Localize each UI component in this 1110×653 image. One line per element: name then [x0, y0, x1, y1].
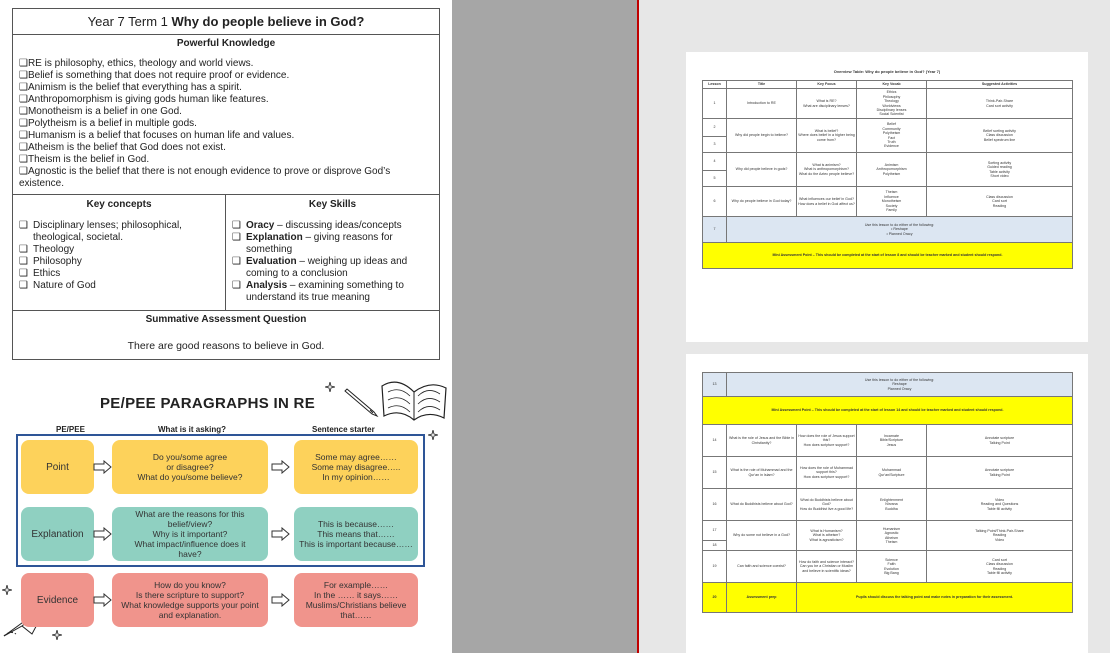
skill-text — [246, 220, 402, 232]
lesson-number-cell: 16 — [703, 489, 727, 521]
concept-item — [19, 256, 219, 268]
table-row — [703, 217, 1073, 243]
skill-text — [246, 232, 433, 256]
key-focus-cell: How does the role of Muhammad support this? How does scripture support? — [797, 457, 857, 489]
merged-cell: Use this lesson to do either of the following: Reshape Planned Oracy — [727, 373, 1073, 397]
star-icon — [325, 382, 335, 392]
knowledge-item: ❑Anthropomorphism is giving gods human like features. — [19, 94, 269, 105]
knowledge-item: ❑Theism is the belief in God. — [19, 154, 150, 165]
assessment-cell: Pupils should discuss the talking point and make notes in preparation for their assessment. — [797, 583, 1073, 613]
lesson-title-cell: What do Buddhists believe about God? — [727, 489, 797, 521]
pee-title: PE/PEE PARAGRAPHS IN RE — [100, 395, 315, 412]
lesson-number-cell: 20 — [703, 583, 727, 613]
arrow-right-icon — [271, 527, 291, 541]
overview-page-2 — [686, 354, 1088, 653]
lesson-number-cell: 6 — [703, 187, 727, 217]
star-icon — [52, 630, 62, 640]
checkbox-icon: ❑ — [232, 232, 241, 243]
arrow-right-icon — [93, 460, 113, 474]
activities-cell: Belief sorting activity Class discussion Belief spectrum line — [927, 119, 1073, 153]
lesson-number-cell: 1 — [703, 89, 727, 119]
overview-table-continued — [702, 372, 1073, 613]
key-skills-column — [226, 195, 439, 310]
activities-cell: Think-Pair-Share Card sort activity — [927, 89, 1073, 119]
skill-desc: – giving reasons for something — [246, 232, 393, 255]
key-vocab-cell: Incarnate Bible/Scripture Jesus — [857, 425, 927, 457]
overview-title: Overview Table: Why do people believe in God? (Year 7) — [833, 69, 941, 74]
concept-text: Theology — [33, 244, 75, 255]
table-row — [703, 119, 1073, 137]
pee-col-label: PE/PEE — [56, 425, 85, 434]
concept-text: Philosophy — [33, 256, 82, 267]
assessment-cell: Mini Assessment Point – This should be completed at the start of lesson 14 and should be teacher marked and student should respond. — [703, 397, 1073, 425]
lesson-number-cell: 4 — [703, 153, 727, 171]
open-book-icon — [378, 372, 450, 428]
lesson-title-cell: Why do some not believe in a God? — [727, 521, 797, 551]
table-header-cell: Lesson — [703, 81, 727, 89]
lesson-number-cell: 19 — [703, 551, 727, 583]
key-focus-cell: How does the role of Jesus support this? How does scripture support? — [797, 425, 857, 457]
powerful-knowledge-list — [13, 52, 439, 194]
key-concepts-heading: Key concepts — [86, 199, 152, 210]
key-vocab-cell: Muhammad Qur'an/Scripture — [857, 457, 927, 489]
point-label: Point — [21, 440, 94, 494]
table-row — [703, 397, 1073, 425]
knowledge-organiser — [12, 8, 440, 360]
key-vocab-cell: Humanism Agnostic Atheism Theism — [857, 521, 927, 551]
document-page-left — [0, 0, 452, 653]
knowledge-item: ❑Agnostic is the belief that there is not enough evidence to prove or disprove God’s existence. — [19, 166, 391, 189]
table-row — [703, 425, 1073, 457]
lesson-title-cell: What is the role of Muhammad and the Qur'an in Islam? — [727, 457, 797, 489]
lesson-title-cell: Introduction to RE — [727, 89, 797, 119]
point-question: Do you/some agree or disagree? What do you/some believe? — [112, 440, 268, 494]
table-row — [703, 521, 1073, 541]
activities-cell: Video Reading and Questions Table fill activity — [927, 489, 1073, 521]
checkbox-icon: ❑ — [19, 220, 28, 231]
checkbox-icon: ❑ — [232, 256, 241, 267]
key-concepts-list — [19, 220, 219, 292]
lesson-number-cell: 7 — [703, 217, 727, 243]
explanation-question: What are the reasons for this belief/view? Why is it important? What impact/influence does it have? — [112, 507, 268, 561]
star-icon — [2, 585, 12, 595]
point-starter: Some may agree…… Some may disagree….. In my opinion…… — [294, 440, 418, 494]
arrow-right-icon — [271, 593, 291, 607]
evidence-starter: For example…… In the …… it says…… Muslims/Christians believe that…… — [294, 573, 418, 627]
skill-desc: – examining something to understand its true meaning — [246, 280, 404, 303]
table-header-cell: Key Focus — [797, 81, 857, 89]
skill-text — [246, 256, 433, 280]
key-vocab-cell: Science Faith Evolution Big Bang — [857, 551, 927, 583]
lesson-number-cell: 18 — [703, 541, 727, 551]
lesson-title-cell: What is the role of Jesus and the Bible in Christianity? — [727, 425, 797, 457]
table-row — [703, 89, 1073, 119]
table-header-cell: Title — [727, 81, 797, 89]
explanation-label: Explanation — [21, 507, 94, 561]
skill-item — [232, 280, 433, 304]
skill-term: Evaluation — [246, 256, 297, 267]
skill-term: Oracy — [246, 220, 275, 231]
table-row — [703, 373, 1073, 397]
pencil-icon — [344, 386, 380, 418]
key-vocab-cell: Theism Influence Monotheism Society Family — [857, 187, 927, 217]
table-row — [703, 153, 1073, 171]
checkbox-icon: ❑ — [19, 256, 28, 267]
skill-desc: – weighing up ideas and coming to a conclusion — [246, 256, 408, 279]
table-row — [703, 551, 1073, 583]
overview-page-1 — [686, 52, 1088, 342]
powerful-knowledge-heading: Powerful Knowledge — [176, 38, 276, 49]
key-vocab-cell: Animism Anthropomorphism Polytheism — [857, 153, 927, 187]
lesson-number-cell: 3 — [703, 137, 727, 153]
knowledge-item: ❑Monotheism is a belief in one God. — [19, 106, 182, 117]
overview-table — [702, 80, 1073, 269]
key-focus-cell: What is belief? Where does belief in a higher being come from? — [797, 119, 857, 153]
concept-item — [19, 280, 219, 292]
concept-item — [19, 220, 219, 244]
checkbox-icon: ❑ — [19, 268, 28, 279]
summative-heading: Summative Assessment Question — [145, 314, 307, 325]
lesson-title-cell: Why did people begin to believe? — [727, 119, 797, 153]
checkbox-icon: ❑ — [232, 280, 241, 291]
key-skills-heading: Key Skills — [308, 199, 357, 210]
summative-question: There are good reasons to believe in God. — [127, 340, 325, 352]
knowledge-item: ❑RE is philosophy, ethics, theology and world views. — [19, 58, 254, 69]
checkbox-icon: ❑ — [19, 244, 28, 255]
concept-text: Ethics — [33, 268, 61, 279]
lesson-title-cell: Assessment prep — [727, 583, 797, 613]
document-gutter — [452, 0, 638, 653]
skill-item — [232, 220, 433, 232]
knowledge-item: ❑Belief is something that does not require proof or evidence. — [19, 70, 290, 81]
key-concepts-column — [13, 195, 226, 310]
key-vocab-cell: Ethics Philosophy Theology Worldviews Disciplinary lenses Social Scientist — [857, 89, 927, 119]
lesson-number-cell: 15 — [703, 457, 727, 489]
table-row — [703, 583, 1073, 613]
key-skills-list — [232, 220, 433, 304]
table-row — [703, 457, 1073, 489]
knowledge-item: ❑Polytheism is a belief in multiple gods. — [19, 118, 197, 129]
skill-item — [232, 232, 433, 256]
key-focus-cell: What is Humanism? What is atheism? What is agnosticism? — [797, 521, 857, 551]
activities-cell: Sorting activity Guided reading Table activity Short video — [927, 153, 1073, 187]
activities-cell: Annotate scripture Talking Point — [927, 457, 1073, 489]
star-icon — [428, 430, 438, 440]
lesson-number-cell: 13 — [703, 373, 727, 397]
skill-text — [246, 280, 433, 304]
concept-text: Nature of God — [33, 280, 96, 291]
concept-item — [19, 244, 219, 256]
table-header-cell: Suggested Activities — [927, 81, 1073, 89]
lesson-number-cell: 5 — [703, 171, 727, 187]
lesson-number-cell: 14 — [703, 425, 727, 457]
lesson-title-cell: Why do people believe in God today? — [727, 187, 797, 217]
lesson-number-cell: 17 — [703, 521, 727, 541]
skill-desc: – discussing ideas/concepts — [274, 220, 402, 231]
summative-section — [13, 311, 439, 359]
arrow-right-icon — [271, 460, 291, 474]
table-row — [703, 489, 1073, 521]
checkbox-icon: ❑ — [232, 220, 241, 231]
page-title: Year 7 Term 1 Why do people believe in God? — [13, 9, 439, 35]
key-vocab-cell: Enlightenment Nirvana Buddha — [857, 489, 927, 521]
activities-cell: Annotate scripture Talking Point — [927, 425, 1073, 457]
starter-col-label: Sentence starter — [312, 425, 375, 434]
table-header-cell: Key Vocab — [857, 81, 927, 89]
key-focus-cell: What do Buddhists believe about God? How do Buddhist live a good life? — [797, 489, 857, 521]
activities-cell: Class discussion Card sort Reading — [927, 187, 1073, 217]
checkbox-icon: ❑ — [19, 280, 28, 291]
arrow-right-icon — [93, 593, 113, 607]
skill-term: Explanation — [246, 232, 303, 243]
key-vocab-cell: Belief Community Polytheism Fact Truth Evidence — [857, 119, 927, 153]
concept-text: Disciplinary lenses; philosophical, theological, societal. — [33, 220, 182, 243]
evidence-question: How do you know? Is there scripture to support? What knowledge supports your point and explanation. — [112, 573, 268, 627]
activities-cell: Talking Point/Think-Pair-Share Reading Video — [927, 521, 1073, 551]
assessment-cell: Mini Assessment Point – This should be completed at the start of lesson 8 and should be teacher marked and student should respond. — [703, 243, 1073, 269]
evidence-label: Evidence — [21, 573, 94, 627]
table-row — [703, 243, 1073, 269]
key-focus-cell: How do faith and science interact? Can you be a Christian or Muslim and believe in scientific ideas? — [797, 551, 857, 583]
table-row — [703, 187, 1073, 217]
knowledge-item: ❑Atheism is the belief that God does not exist. — [19, 142, 226, 153]
asking-col-label: What is it asking? — [158, 425, 227, 434]
explanation-starter: This is because…… This means that…… This is important because…… — [294, 507, 418, 561]
merged-cell: Use this lesson to do either of the following: • Reshape • Planned Oracy — [727, 217, 1073, 243]
concept-item — [19, 268, 219, 280]
skill-term: Analysis — [246, 280, 288, 291]
lesson-title-cell: Why did people believe in gods? — [727, 153, 797, 187]
arrow-right-icon — [93, 527, 113, 541]
skill-item — [232, 256, 433, 280]
key-focus-cell: What is animism? What is anthropomorphism? What do the Aztec people believe? — [797, 153, 857, 187]
concepts-skills-section — [13, 194, 439, 311]
table-header-row — [703, 81, 1073, 89]
lesson-number-cell: 2 — [703, 119, 727, 137]
key-focus-cell: What is RE? What are disciplinary lenses? — [797, 89, 857, 119]
knowledge-item: ❑Animism is the belief that everything has a spirit. — [19, 82, 242, 93]
lesson-title-cell: Can faith and science coexist? — [727, 551, 797, 583]
knowledge-item: ❑Humanism is a belief that focuses on human life and values. — [19, 130, 295, 141]
activities-cell: Card sort Class discussion Reading Table fill activity — [927, 551, 1073, 583]
key-focus-cell: What influences our belief in God? How does a belief in God affect us? — [797, 187, 857, 217]
